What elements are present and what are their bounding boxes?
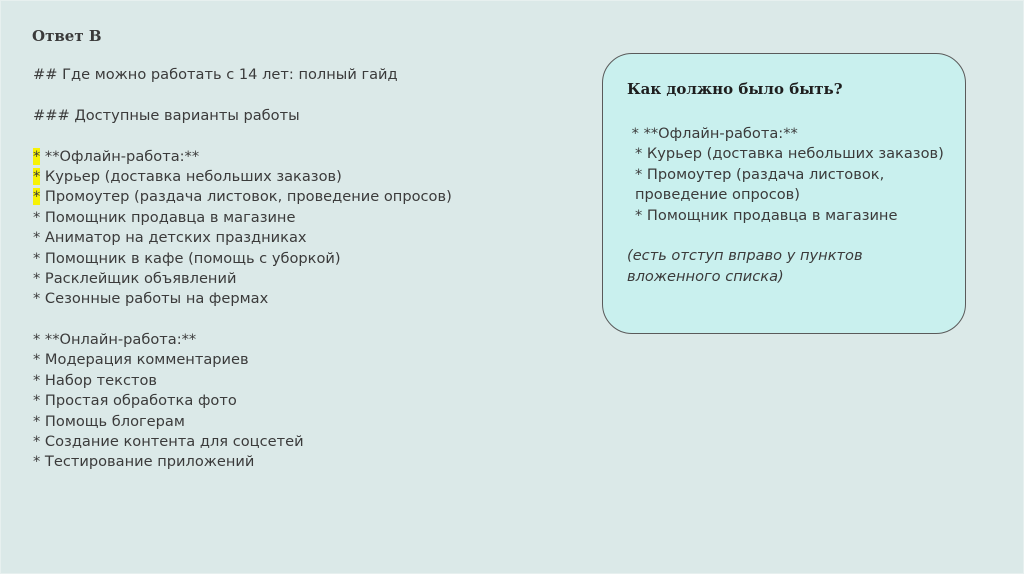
list-item — [33, 167, 452, 187]
list-item: * Помощник в кафе (помощь с уборкой) — [33, 249, 341, 267]
callout-offline-header: * **Офлайн-работа:** — [627, 125, 798, 142]
list-item — [33, 187, 452, 207]
list-item-text: Промоутер (раздача листовок, проведение опросов) — [40, 188, 452, 206]
list-item: * Помощь блогерам — [33, 412, 185, 430]
callout-title: Как должно было быть? — [627, 80, 843, 98]
list-item: * Простая обработка фото — [33, 392, 237, 410]
offline-header-text: **Офлайн-работа:** — [40, 147, 200, 165]
blank-line — [33, 310, 452, 330]
offline-header — [33, 147, 452, 167]
callout-box — [602, 53, 966, 334]
highlighted-bullet: * — [33, 167, 41, 185]
callout-note: (есть отступ вправо у пунктов вложенного списка) — [627, 247, 863, 285]
list-item: * Набор текстов — [33, 371, 158, 389]
list-item: * Сезонные работы на фермах — [33, 290, 269, 308]
list-item-text: Курьер (доставка небольших заказов) — [40, 167, 342, 185]
slide-title: Ответ В — [32, 27, 102, 45]
list-item: * Аниматор на детских праздниках — [33, 229, 307, 247]
blank-line — [33, 85, 452, 105]
callout-body — [627, 124, 947, 287]
list-item: * Модерация комментариев — [33, 351, 249, 369]
highlighted-bullet: * — [33, 188, 41, 206]
heading-level-2: ## Где можно работать с 14 лет: полный гайд — [33, 66, 398, 83]
list-item: * Создание контента для соцсетей — [33, 433, 304, 451]
blank-line — [627, 226, 947, 246]
online-header: * **Онлайн-работа:** — [33, 331, 197, 349]
heading-level-3: ### Доступные варианты работы — [33, 106, 300, 124]
list-item: * Тестирование приложений — [33, 453, 255, 471]
callout-nested-item: * Помощник продавца в магазине — [635, 206, 898, 224]
blank-line — [33, 126, 452, 146]
highlighted-bullet: * — [33, 147, 41, 165]
list-item: * Расклейщик объявлений — [33, 269, 237, 287]
callout-nested-item: * Промоутер (раздача листовок, проведение опросов) — [635, 165, 885, 204]
main-text-block — [33, 65, 452, 473]
list-item: * Помощник продавца в магазине — [33, 208, 296, 226]
callout-nested-item: * Курьер (доставка небольших заказов) — [635, 145, 944, 163]
